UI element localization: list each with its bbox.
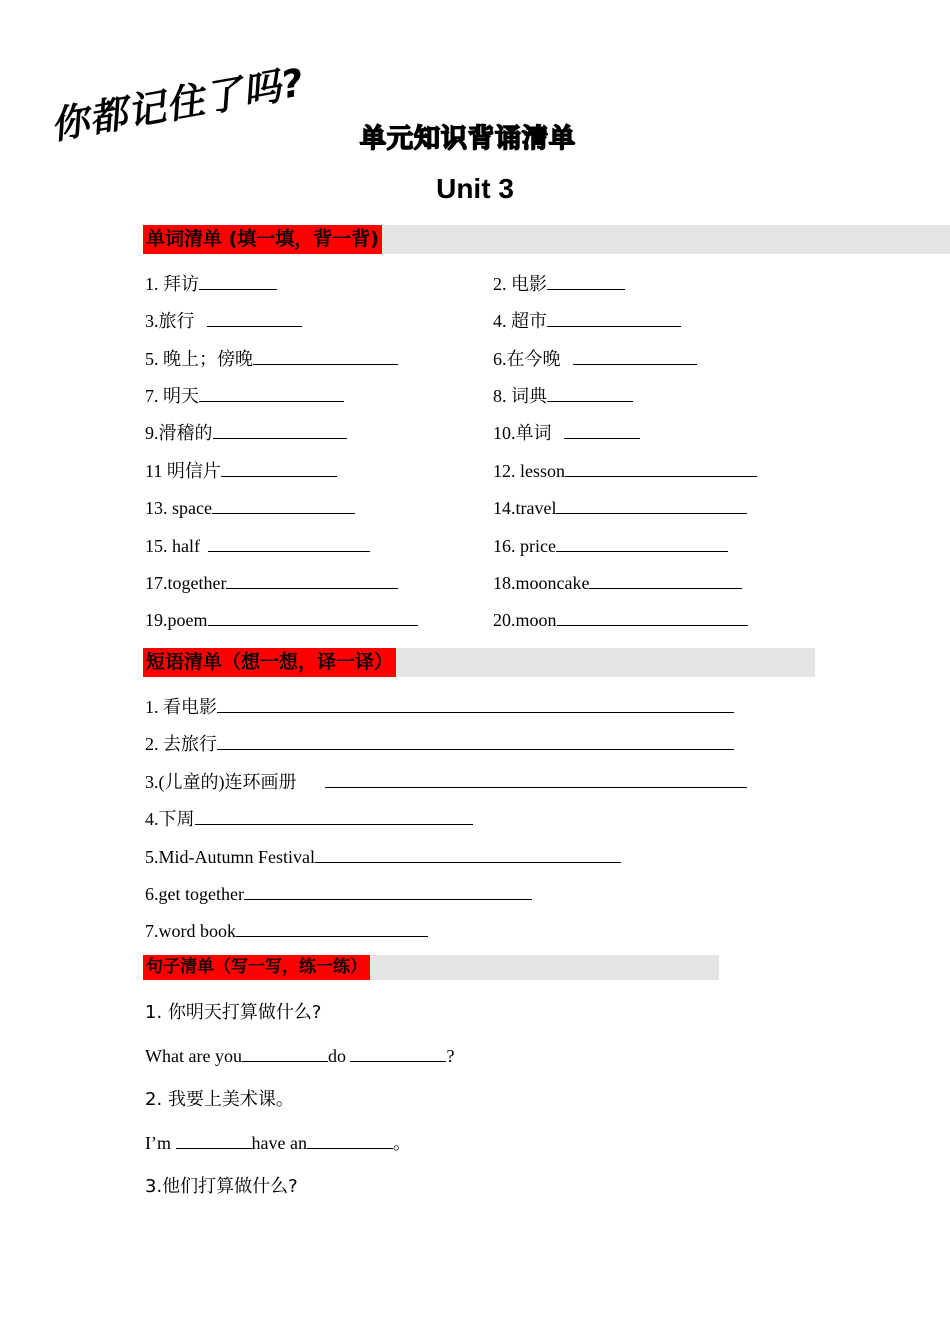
word-item-11[interactable]: 11 明信片 [145, 460, 337, 482]
slogan: 你都记住了吗? [47, 60, 308, 149]
sentences-section-label: 句子清单（写一写，练一练） [143, 955, 370, 980]
word-item-3[interactable]: 3.旅行 [145, 310, 302, 332]
document-title: 单元知识背诵清单 [360, 124, 577, 154]
word-item-6[interactable]: 6.在今晚 [493, 348, 697, 370]
sentence-question-2: 2. 我要上美术课。 [145, 1089, 294, 1110]
word-item-4[interactable]: 4. 超市 [493, 310, 681, 332]
unit-title: Unit 3 [436, 173, 514, 204]
word-item-2[interactable]: 2. 电影 [493, 273, 625, 295]
sentences-section-bar [143, 955, 719, 980]
phrase-item-5[interactable]: 5.Mid-Autumn Festival [145, 846, 621, 868]
word-item-18[interactable]: 18.mooncake [493, 572, 742, 594]
word-item-12[interactable]: 12. lesson [493, 460, 757, 482]
phrase-item-3[interactable]: 3.(儿童的)连环画册 [145, 771, 747, 793]
word-item-8[interactable]: 8. 词典 [493, 385, 633, 407]
word-item-15[interactable]: 15. half [145, 535, 370, 557]
word-item-5[interactable]: 5. 晚上；傍晚 [145, 348, 398, 370]
word-item-20[interactable]: 20.moon [493, 609, 748, 631]
word-item-14[interactable]: 14.travel [493, 497, 747, 519]
word-item-16[interactable]: 16. price [493, 535, 728, 557]
words-section-bar [143, 225, 950, 254]
word-item-9[interactable]: 9.滑稽的 [145, 422, 347, 444]
sentence-answer-2[interactable]: I’m have an 。 [145, 1133, 411, 1153]
phrase-item-1[interactable]: 1. 看电影 [145, 696, 734, 718]
word-item-7[interactable]: 7. 明天 [145, 385, 344, 407]
phrases-section-label: 短语清单（想一想，译一译） [143, 648, 396, 677]
phrase-item-6[interactable]: 6.get together [145, 883, 532, 905]
word-item-17[interactable]: 17.together [145, 572, 398, 594]
sentence-question-1: 1. 你明天打算做什么? [145, 1002, 322, 1023]
word-item-13[interactable]: 13. space [145, 497, 355, 519]
word-item-19[interactable]: 19.poem [145, 609, 418, 631]
phrases-section-bar [143, 648, 815, 677]
word-item-1[interactable]: 1. 拜访 [145, 273, 277, 295]
word-item-10[interactable]: 10.单词 [493, 422, 640, 444]
sentence-answer-1[interactable]: What are you do ? [145, 1046, 455, 1066]
phrase-item-4[interactable]: 4.下周 [145, 808, 473, 830]
sentence-question-3: 3.他们打算做什么? [145, 1176, 298, 1197]
phrase-item-7[interactable]: 7.word book [145, 920, 428, 942]
words-section-label: 单词清单 (填一填，背一背) [143, 225, 382, 254]
phrase-item-2[interactable]: 2. 去旅行 [145, 733, 734, 755]
